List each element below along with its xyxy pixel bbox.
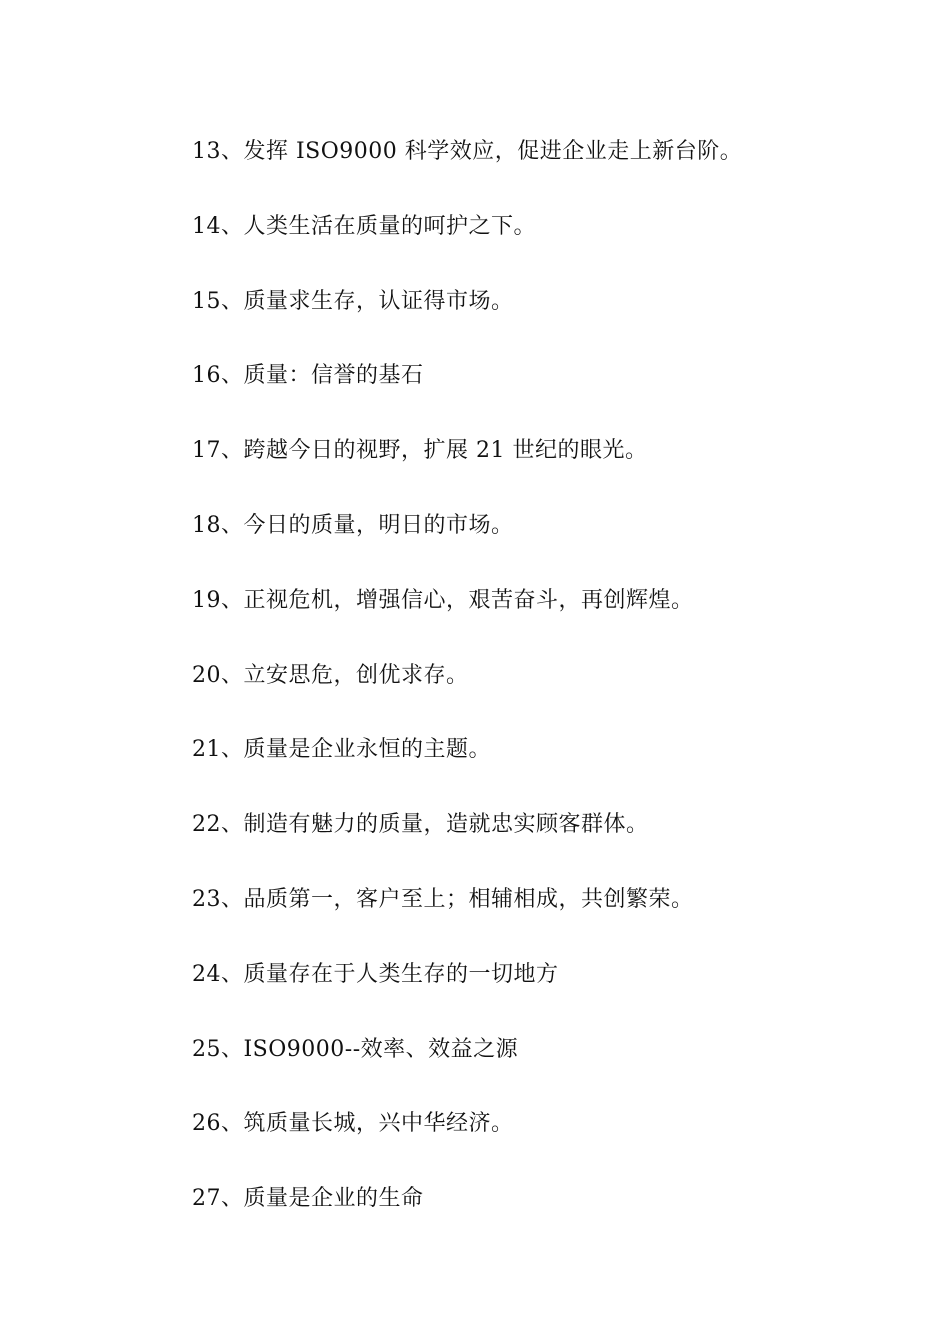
slogan-line-27: 27、质量是企业的生命 [192, 1186, 424, 1212]
slogan-line-24: 24、质量存在于人类生存的一切地方 [192, 961, 559, 987]
slogan-line-13: 13、发挥 ISO9000 科学效应，促进企业走上新台阶。 [192, 139, 743, 164]
slogan-line-14: 14、人类生活在质量的呵护之下。 [192, 213, 536, 239]
slogan-line-19: 19、正视危机，增强信心，艰苦奋斗，再创辉煌。 [192, 587, 694, 613]
slogan-line-16: 16、质量：信誉的基石 [192, 363, 424, 389]
slogan-line-25: 25、ISO9000--效率、效益之源 [192, 1036, 519, 1062]
slogan-line-18: 18、今日的质量，明日的市场。 [192, 512, 514, 538]
slogan-line-22: 22、制造有魅力的质量，造就忠实顾客群体。 [192, 812, 649, 838]
slogan-line-26: 26、筑质量长城，兴中华经济。 [192, 1111, 514, 1137]
slogan-list [192, 136, 892, 1258]
slogan-line-23: 23、品质第一，客户至上；相辅相成，共创繁荣。 [192, 886, 694, 912]
slogan-line-21: 21、质量是企业永恒的主题。 [192, 737, 491, 763]
slogan-line-15: 15、质量求生存，认证得市场。 [192, 288, 514, 314]
slogan-line-20: 20、立安思危，创优求存。 [192, 662, 469, 688]
slogan-line-17: 17、跨越今日的视野，扩展 21 世纪的眼光。 [192, 438, 648, 464]
